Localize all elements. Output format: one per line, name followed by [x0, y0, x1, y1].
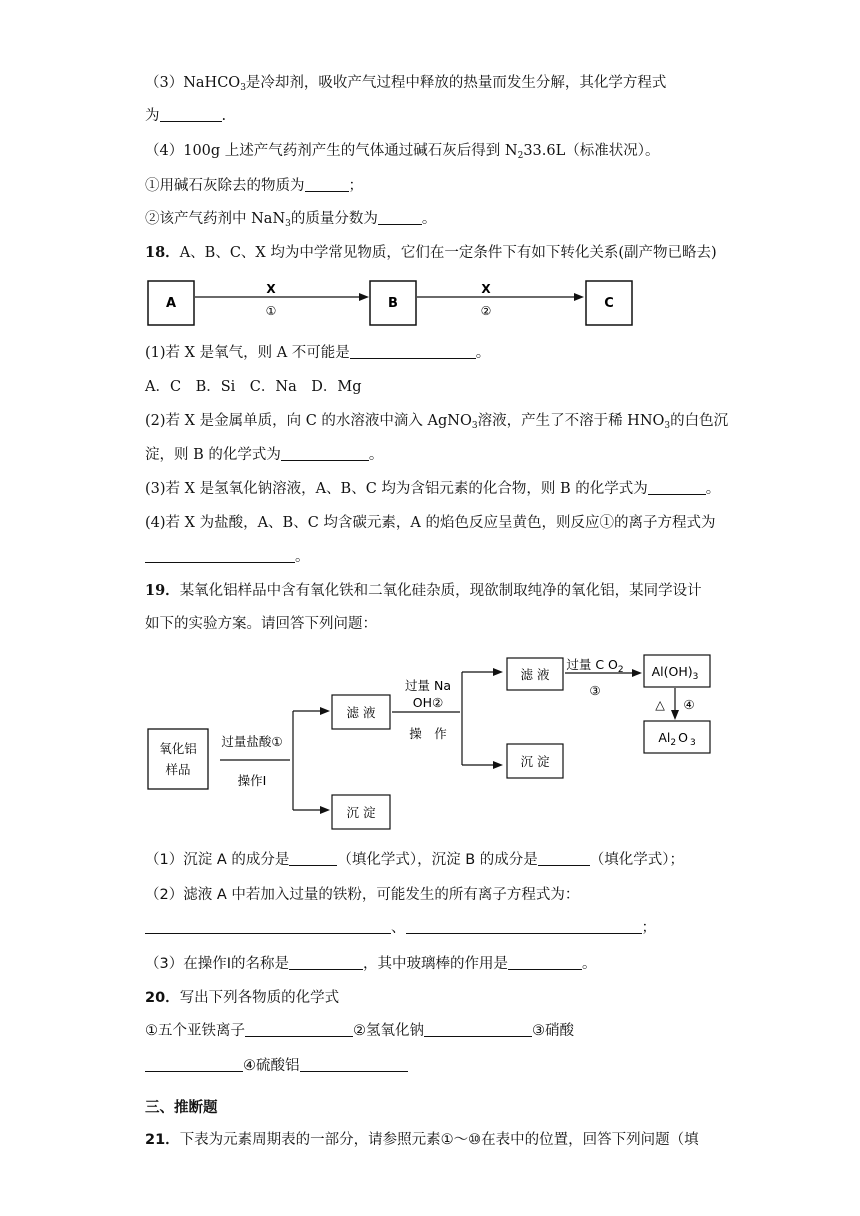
section-heading: 三、推断题 [145, 1100, 218, 1116]
q17-sub2: ②该产气药剂中 NaN$_3$的质量分数为 。 [145, 211, 437, 229]
q17-part4: （4）100g 上述产气药剂产生的气体通过碱石灰后得到 $N_233.6L$（标准状况）。 [145, 143, 660, 161]
answer-blank[interactable] [145, 919, 391, 934]
arrow-2-head [574, 293, 584, 301]
q17-part3-line1: （3）NaHCO$_3$是冷却剂，吸收产气过程中释放的热量而发生分解，其化学方程式 [145, 75, 667, 93]
alumina-box [644, 721, 710, 753]
precipitate-a-label: 沉 淀 [346, 805, 376, 820]
filtrate-a-label: 滤 液 [346, 705, 376, 720]
q18-part3: (3)若 X 是氢氧化钠溶液，A、B、C 均为含铝元素的化合物，则 B 的化学式为 。 [145, 481, 721, 497]
step-2-reagent-2: OH② [412, 695, 444, 710]
answer-blank[interactable] [378, 210, 422, 225]
sample-box [148, 729, 208, 789]
answer-blank[interactable] [289, 955, 363, 970]
answer-blank[interactable] [305, 177, 349, 192]
precipitate-b-label: 沉 淀 [520, 754, 550, 769]
q18-part4-line2: 。 [145, 547, 310, 567]
step-2-reagent-1: 过量 Na [405, 678, 451, 693]
sample-label-1: 氧化铝 [159, 741, 197, 756]
arrow-1-reagent: X [266, 282, 276, 296]
q17-part3-line2: 为 . [145, 108, 227, 124]
q18-part1: (1)若 X 是氧气，则 A 不可能是 。 [145, 345, 491, 361]
step-1-reagent: 过量盐酸① [221, 734, 283, 749]
q18-options: A．C B．Si C．Na D．Mg [145, 379, 362, 395]
answer-blank[interactable] [350, 344, 476, 359]
answer-blank[interactable] [300, 1057, 408, 1072]
q20-stem: 20．写出下列各物质的化学式 [145, 990, 340, 1006]
q19-part2-blanks: 、 ； [145, 918, 656, 938]
q18-part4-line1: (4)若 X 为盐酸，A、B、C 均含碳元素，A 的焰色反应呈黄色，则反应①的离子方程式为 [145, 515, 716, 531]
q19-stem-line2: 如下的实验方案。请回答下列问题： [145, 616, 377, 632]
q18-transformation-diagram [140, 275, 640, 335]
answer-blank[interactable] [281, 446, 369, 461]
q17-sub1: ①用碱石灰除去的物质为 ； [145, 178, 363, 194]
arrow-1-head [359, 293, 369, 301]
q21-stem: 21．下表为元素周期表的一部分，请参照元素①～⑩在表中的位置，回答下列问题（填 [145, 1132, 699, 1148]
q20-items-line1: ①五个亚铁离子 ②氢氧化钠 ③硝酸 [145, 1023, 574, 1039]
arrow-1-step: ① [265, 304, 277, 318]
step-3-marker: ③ [589, 683, 601, 698]
q18-part2-line2: 淀，则 B 的化学式为 。 [145, 447, 384, 463]
alumina-label: $Al_2$ O $_3$ [658, 730, 696, 748]
step-2-operation: 操 作 [409, 726, 447, 741]
split-1-upper-head [320, 707, 330, 715]
box-a-label: A [165, 296, 177, 311]
arrow-2-reagent: X [481, 282, 491, 296]
q18-stem: 18．A、B、C、X 均为中学常见物质，它们在一定条件下有如下转化关系(副产物已略去) [145, 244, 717, 261]
step-1-operation: 操作Ⅰ [237, 773, 267, 788]
answer-blank[interactable] [424, 1022, 532, 1037]
answer-blank[interactable] [145, 548, 295, 563]
box-c-label: C [604, 296, 614, 311]
answer-blank[interactable] [160, 107, 222, 122]
q19-stem-line1: 19．某氧化铝样品中含有氧化铁和二氧化硅杂质，现欲制取纯净的氧化铝，某同学设计 [145, 582, 702, 599]
filtrate-b-label: 滤 液 [520, 667, 550, 682]
answer-blank[interactable] [538, 851, 590, 866]
answer-blank[interactable] [145, 1057, 243, 1072]
arrow-2-step: ② [480, 304, 492, 318]
answer-blank[interactable] [508, 955, 582, 970]
q19-flow-diagram [140, 645, 730, 840]
step-4-marker: ④ [683, 697, 695, 712]
q20-items-line2: ④硫酸铝 [145, 1056, 408, 1076]
answer-blank[interactable] [289, 851, 337, 866]
answer-blank[interactable] [245, 1022, 353, 1037]
q19-part1: （1）沉淀 A 的成分是 （填化学式），沉淀 B 的成分是 （填化学式）； [145, 852, 685, 868]
answer-blank[interactable] [648, 480, 706, 495]
box-b-label: B [388, 296, 398, 311]
split-1-lower-head [320, 806, 330, 814]
step-3-head [632, 669, 642, 677]
answer-blank[interactable] [406, 919, 642, 934]
q19-part3: （3）在操作Ⅰ的名称是 ，其中玻璃棒的作用是 。 [145, 956, 597, 972]
sample-label-2: 样品 [165, 762, 191, 777]
q19-part2: （2）滤液 A 中若加入过量的铁粉，可能发生的所有离子方程式为： [145, 887, 580, 903]
step-3-reagent: 过量 C $O_2$ [566, 657, 624, 675]
split-2-lower-head [493, 761, 503, 769]
step-4-head [671, 710, 679, 720]
aluminum-hydroxide-label: $Al(OH)_3$ [651, 664, 699, 682]
step-4-heat: △ [655, 697, 665, 712]
split-2-upper-head [493, 668, 503, 676]
q18-part2-line1: (2)若 X 是金属单质，向 C 的水溶液中滴入 AgNO$_3$溶液，产生了不溶于稀 $HNO_3$的白色沉 [145, 413, 729, 431]
